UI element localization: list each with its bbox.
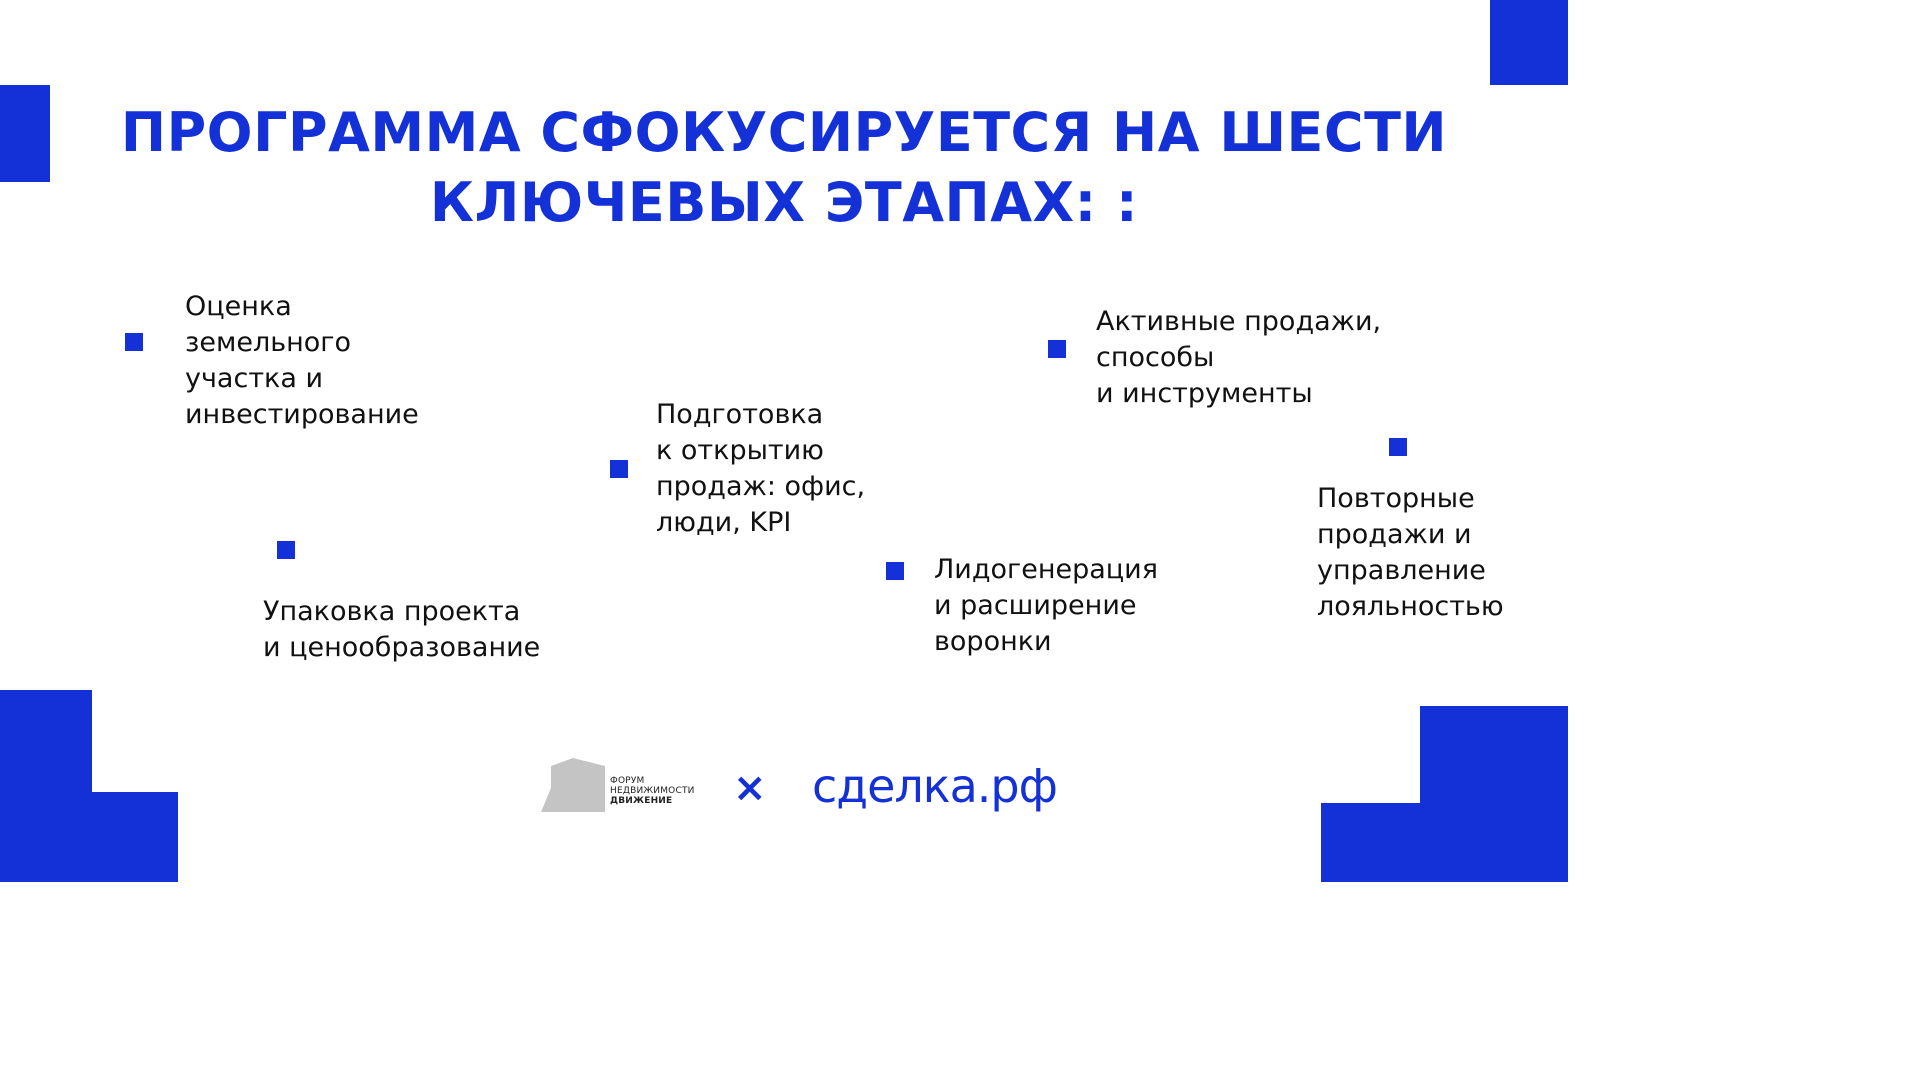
stage-5-text: [1096, 304, 1381, 412]
stage-4-text: [934, 552, 1158, 660]
stage-4-line-2: и расширение: [934, 590, 1137, 621]
stage-5-line-3: и инструменты: [1096, 378, 1313, 409]
corner-block-bottom-right-lower: [1321, 803, 1420, 882]
stage-2-line-1: Упаковка проекта: [263, 596, 521, 627]
stage-5-bullet: [1048, 340, 1066, 358]
stage-6-line-2: продажи и: [1317, 519, 1472, 550]
stage-2-bullet: [277, 541, 295, 559]
corner-block-bottom-right-upper: [1420, 706, 1568, 882]
slide-title-line-1: ПРОГРАММА СФОКУСИРУЕТСЯ НА ШЕСТИ: [120, 101, 1448, 164]
partnership-separator-icon: ×: [733, 765, 767, 811]
sdelka-rf-logo: сделка.рф: [812, 759, 1057, 813]
stage-2-text: [263, 594, 540, 666]
stage-1-text: [185, 289, 419, 433]
stage-6-line-4: лояльностью: [1317, 591, 1504, 622]
corner-block-bottom-left-upper: [0, 690, 92, 882]
forum-building-icon: [541, 758, 605, 814]
forum-logo-text: [610, 776, 695, 806]
stage-3-line-4: люди, KPI: [656, 507, 792, 538]
stage-1-line-2: земельного: [185, 327, 351, 358]
forum-logo-line-3: ДВИЖЕНИЕ: [610, 796, 673, 806]
stage-3-line-1: Подготовка: [656, 399, 824, 430]
stage-4-line-3: воронки: [934, 626, 1052, 657]
stage-4-line-1: Лидогенерация: [934, 554, 1158, 585]
stage-6-bullet: [1389, 438, 1407, 456]
forum-logo-line-2: НЕДВИЖИМОСТИ: [610, 786, 695, 796]
forum-logo-line-1: ФОРУМ: [610, 776, 645, 786]
slide-title: [0, 98, 1568, 238]
stage-6-line-1: Повторные: [1317, 483, 1475, 514]
corner-block-top-right: [1490, 0, 1568, 85]
stage-2-line-2: и ценообразование: [263, 632, 541, 663]
corner-block-bottom-left-lower: [92, 792, 178, 882]
stage-6-line-3: управление: [1317, 555, 1486, 586]
stage-1-line-3: участка и: [185, 363, 324, 394]
stage-1-line-1: Оценка: [185, 291, 292, 322]
stage-3-bullet: [610, 460, 628, 478]
slide-title-line-2: КЛЮЧЕВЫХ ЭТАПАХ: :: [429, 171, 1139, 234]
stage-1-bullet: [125, 333, 143, 351]
stage-4-bullet: [886, 562, 904, 580]
stage-6-text: [1317, 481, 1504, 625]
stage-5-line-2: способы: [1096, 342, 1215, 373]
stage-3-text: [656, 397, 865, 541]
stage-3-line-2: к открытию: [656, 435, 824, 466]
forum-logo: [541, 758, 711, 814]
stage-1-line-4: инвестирование: [185, 399, 419, 430]
stage-5-line-1: Активные продажи,: [1096, 306, 1382, 337]
stage-3-line-3: продаж: офис,: [656, 471, 866, 502]
